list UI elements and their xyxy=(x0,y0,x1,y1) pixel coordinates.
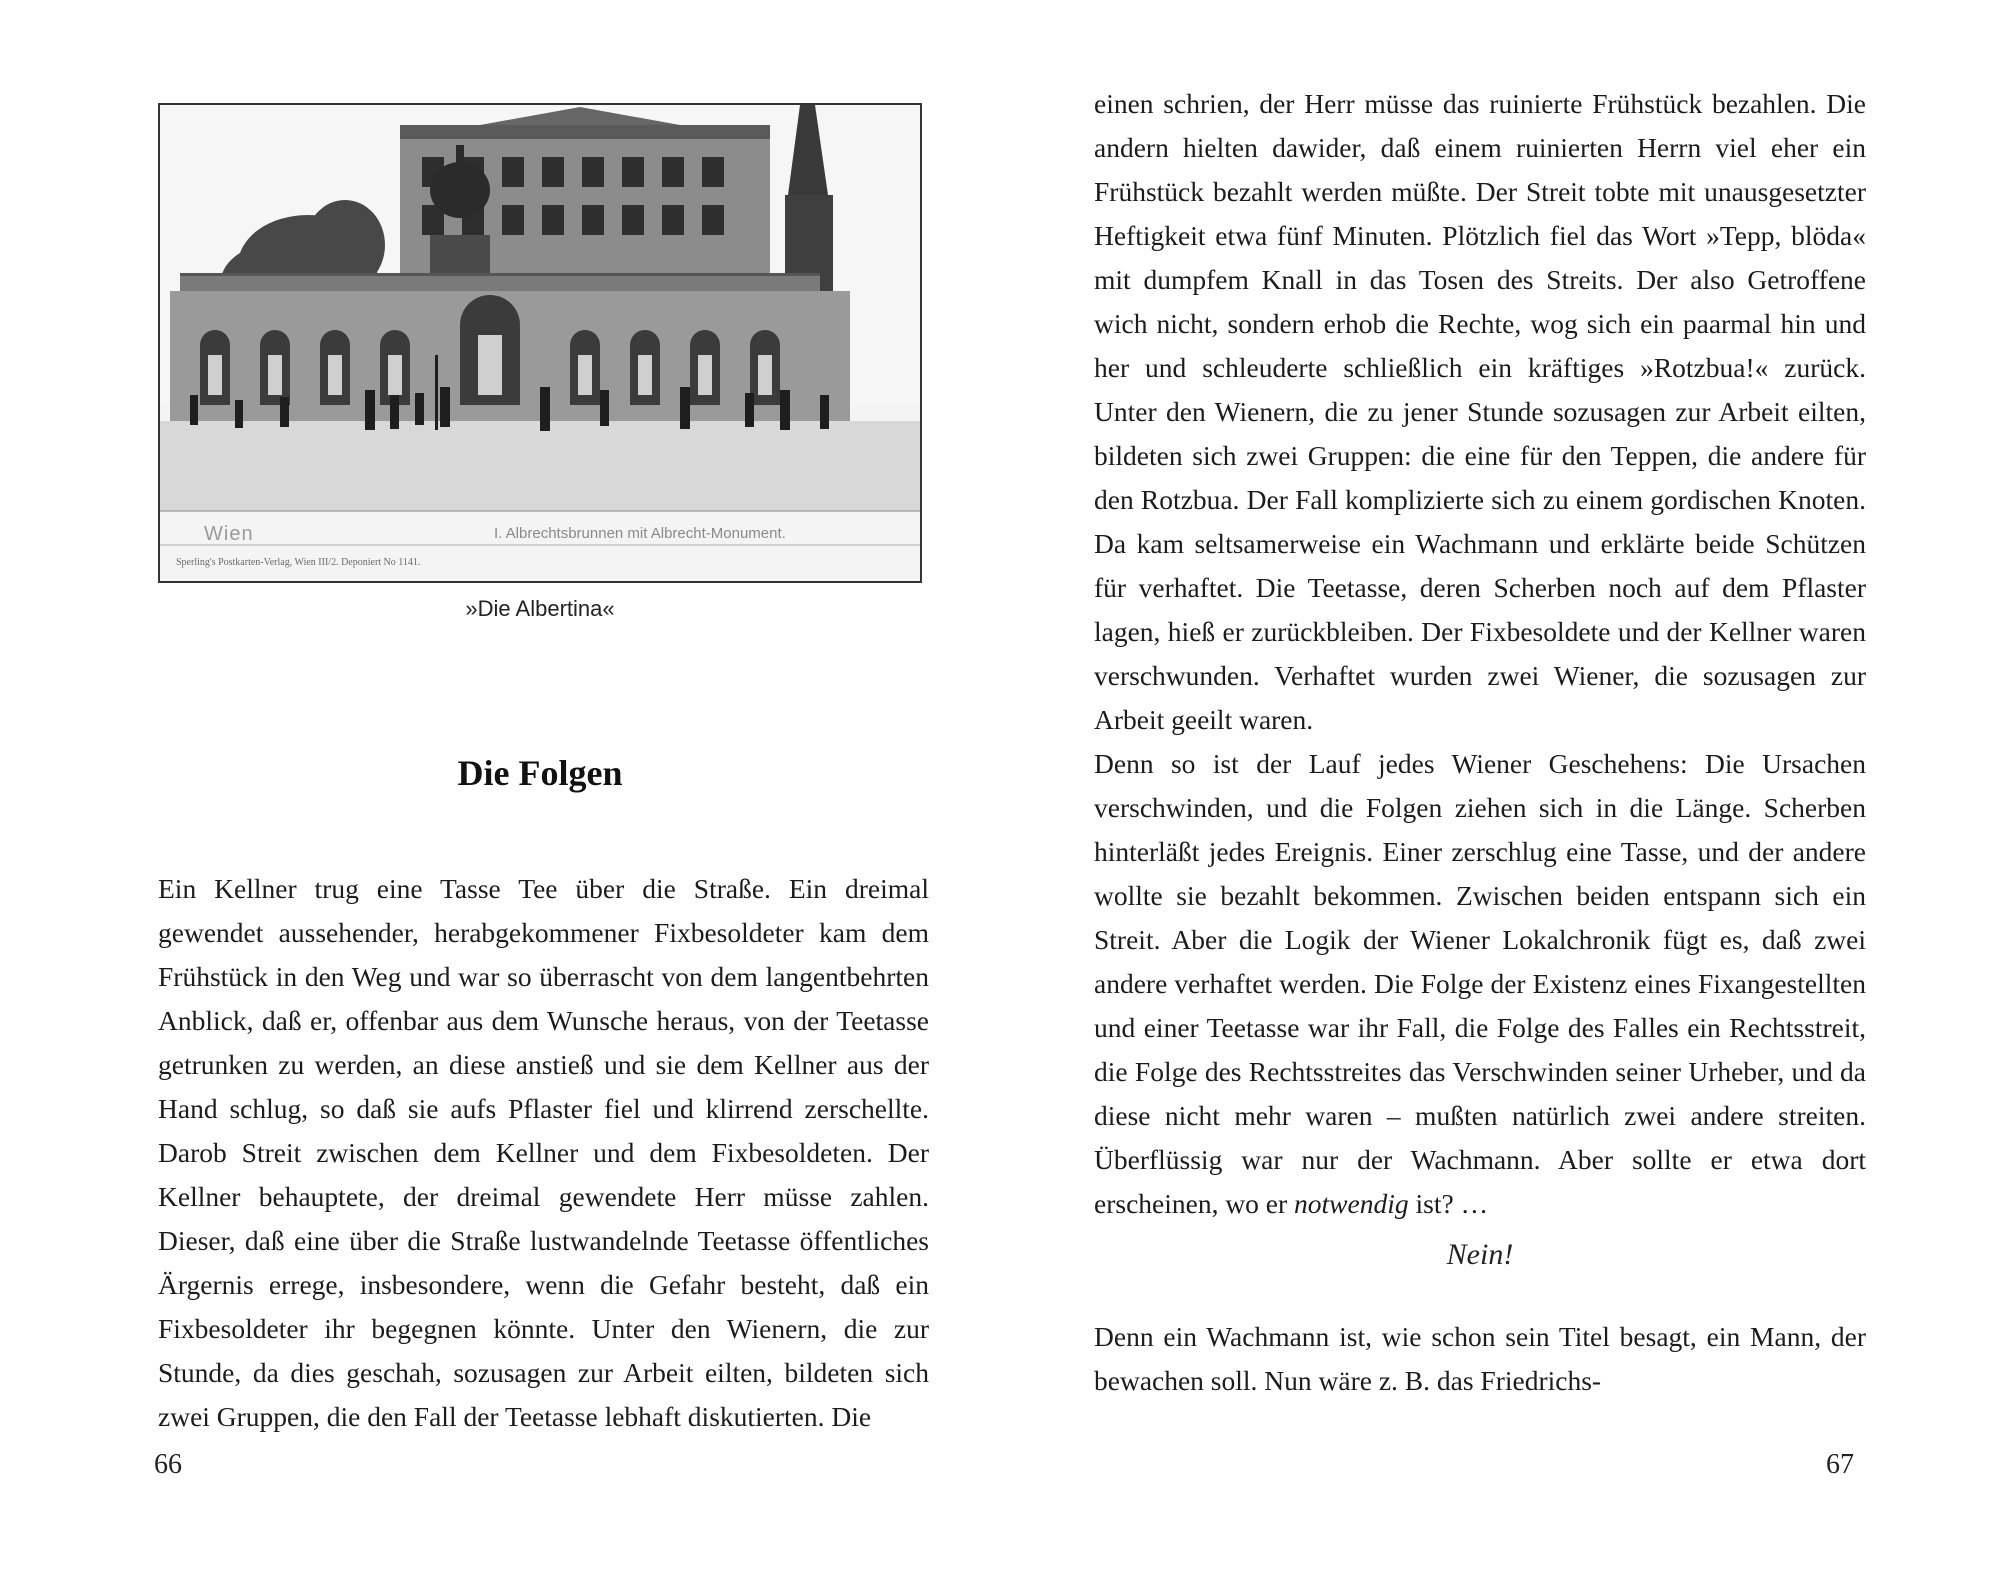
albertina-photo xyxy=(158,103,922,583)
photo-caption-label: I. Albrechtsbrunnen mit Albrecht-Monument. xyxy=(494,525,786,542)
photo-city-label: Wien xyxy=(204,523,254,545)
paragraph-2-text: Denn so ist der Lauf jedes Wiener Geschehens: Die Ursachen verschwinden, und die Folgen ziehen sich in die Länge. Scherben hinterläßt jedes Ereignis. Einer zerschlug eine Tasse, und der andere wollte sie bezahlt bekommen. Zwischen beiden entspann sich ein Streit. Aber die Logik der Wiener Lokalchronik fügt es, daß zwei andere verhaftet werden. Die Folge der Existenz eines Fixangestellten und einer Teetasse war ihr Fall, die Folge des Falles ein Rechtsstreit, die Folge des Rechtsstreites das Verschwinden seiner Urheber, und da diese nicht mehr waren – mußten natürlich zwei andere streiten. Überflüssig war nur der Wachmann. Aber sollte er etwa dort erscheinen, wo er xyxy=(1094,748,1866,1219)
photo-publisher-imprint: Sperling's Postkarten-Verlag, Wien III/2. Deponiert No 1141. xyxy=(176,557,421,568)
emphasized-word: notwendig xyxy=(1294,1188,1409,1219)
chapter-heading: Die Folgen xyxy=(457,753,623,793)
right-paragraph-1: einen schrien, der Herr müsse das ruinierte Frühstück bezahlen. Die andern hielten dawider, daß einem ruinierten Herrn viel eher ein Frühstück bezahlt werden müßte. Der Streit tobte mit unausgesetzter Heftigkeit etwa fünf Minuten. Plötzlich fiel das Wort »Tepp, blöda« mit dumpfem Knall in das Tosen des Streits. Der also Getroffene wich nicht, sondern erhob die Rechte, wog sich ein paarmal hin und her und schleuderte schließlich ein kräftiges »Rotzbua!« zurück. Unter den Wienern, die zu jener Stunde sozusagen zur Arbeit eilten, bildeten sich zwei Gruppen: die eine für den Teppen, die andere für den Rotzbua. Der Fall komplizierte sich zu einem gordischen Knoten. Da kam seltsamerweise ein Wachmann und erklärte beide Schützen für verhaftet. Die Teetasse, deren Scherben noch auf dem Pflaster lagen, hieß er zurückbleiben. Der Fixbesoldete und der Kellner waren verschwunden. Verhaftet wurden zwei Wiener, die sozusagen zur Arbeit geeilt waren. xyxy=(1094,88,1866,735)
right-body-text xyxy=(1094,82,1866,1226)
paragraph-2-ending: ist? … xyxy=(1415,1188,1489,1219)
left-body-text xyxy=(158,867,929,1439)
right-paragraph-2 xyxy=(1094,742,1866,1226)
right-body-tail xyxy=(1094,1315,1866,1403)
section-subheading: Nein! xyxy=(1446,1238,1514,1271)
figure-caption: »Die Albertina« xyxy=(465,596,615,621)
right-page xyxy=(1000,0,2000,1571)
right-paragraph-3: Denn ein Wachmann ist, wie schon sein Titel besagt, ein Mann, der bewachen soll. Nun wäre z. B. das Friedrichs- xyxy=(1094,1321,1866,1396)
page-number-right: 67 xyxy=(1826,1449,1854,1480)
albertina-building-illustration xyxy=(160,105,920,581)
page-number-left: 66 xyxy=(154,1449,182,1480)
left-paragraph: Ein Kellner trug eine Tasse Tee über die Straße. Ein dreimal gewendet aussehender, herabgekommener Fixbesoldeter kam dem Frühstück in den Weg und war so überrascht von dem langentbehrten Anblick, daß er, offenbar aus dem Wunsche heraus, von der Teetasse getrunken zu werden, an diese anstieß und sie dem Kellner aus der Hand schlug, so daß sie aufs Pflaster fiel und klirrend zerschellte. Darob Streit zwischen dem Kellner und dem Fixbesoldeten. Der Kellner behauptete, der dreimal gewendete Herr müsse zahlen. Dieser, daß eine über die Straße lustwandelnde Teetasse öffentliches Ärgernis errege, insbesondere, wenn die Gefahr besteht, daß ein Fixbesoldeter ihr begegnen könnte. Unter den Wienern, die zur Stunde, da dies geschah, sozusagen zur Arbeit eilten, bildeten sich zwei Gruppen, die den Fall der Teetasse lebhaft diskutierten. Die xyxy=(158,873,929,1432)
